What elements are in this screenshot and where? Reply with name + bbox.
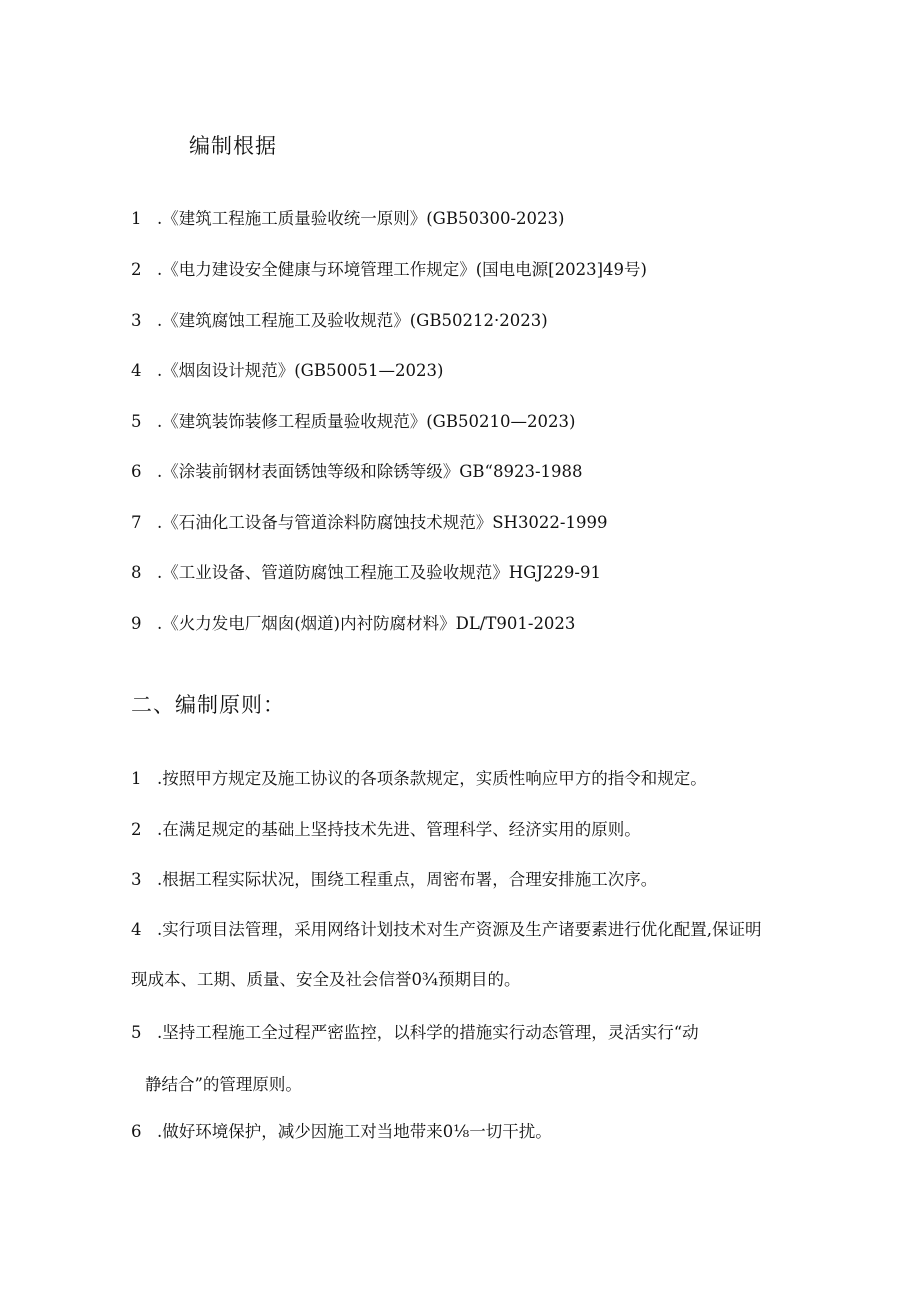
item-text: .坚持工程施工全过程严密监控，以科学的措施实行动态管理，灵活实行“动 <box>157 1023 699 1042</box>
basis-item-7 <box>131 509 608 533</box>
item-number: 3 <box>131 311 142 330</box>
basis-item-8 <box>131 559 601 583</box>
item-text: .《建筑工程施工质量验收统一原则》(GB50300-2023) <box>157 209 565 228</box>
item-number: 4 <box>131 361 142 380</box>
section-principles-title: 二、编制原则： <box>131 693 285 717</box>
item-number: 9 <box>131 614 142 633</box>
principle-item-5-continuation: 静结合”的管理原则。 <box>145 1075 302 1094</box>
item-text: .根据工程实际状况，围绕工程重点，周密布署，合理安排施工次序。 <box>157 870 658 889</box>
item-text: .实行项目法管理，采用网络计划技术对生产资源及生产诸要素进行优化配置,保证明 <box>157 920 762 939</box>
basis-item-1 <box>131 205 564 229</box>
item-number: 4 <box>131 920 142 939</box>
basis-item-6 <box>131 458 583 482</box>
item-number: 3 <box>131 870 142 889</box>
basis-item-4 <box>131 357 443 381</box>
item-text: .《建筑装饰装修工程质量验收规范》(GB50210—2023) <box>157 412 576 431</box>
item-text: .《建筑腐蚀工程施工及验收规范》(GB50212·2023) <box>157 311 548 330</box>
item-text: .《涂装前钢材表面锈蚀等级和除锈等级》GB“8923-1988 <box>157 462 583 481</box>
principle-item-1 <box>131 765 707 789</box>
item-text: .《电力建设安全健康与环境管理工作规定》(国电电源[2023]49号) <box>157 260 647 279</box>
principle-item-4 <box>131 916 762 940</box>
item-text: .《烟囱设计规范》(GB50051—2023) <box>157 361 444 380</box>
item-text: .《石油化工设备与管道涂料防腐蚀技术规范》SH3022-1999 <box>157 513 608 532</box>
item-number: 5 <box>131 412 142 431</box>
item-text: .在满足规定的基础上坚持技术先进、管理科学、经济实用的原则。 <box>157 820 641 839</box>
item-text: .做好环境保护，减少因施工对当地带来0⅛一切干扰。 <box>157 1122 552 1141</box>
principle-item-2 <box>131 816 641 840</box>
item-number: 2 <box>131 820 142 839</box>
principle-item-3 <box>131 866 657 890</box>
basis-item-2 <box>131 256 647 280</box>
item-number: 7 <box>131 513 142 532</box>
basis-item-3 <box>131 307 548 331</box>
principle-item-4-continuation: 现成本、工期、质量、安全及社会信誉0¾预期目的。 <box>131 970 521 989</box>
item-number: 1 <box>131 769 142 788</box>
principle-item-5 <box>131 1019 699 1043</box>
item-number: 5 <box>131 1023 142 1042</box>
item-number: 6 <box>131 1122 142 1141</box>
item-text: .《火力发电厂烟囱(烟道)内衬防腐材料》DL/T901-2023 <box>157 614 576 633</box>
item-number: 1 <box>131 209 142 228</box>
item-number: 8 <box>131 563 142 582</box>
principle-item-6 <box>131 1118 552 1142</box>
item-number: 6 <box>131 462 142 481</box>
section-basis-title: 编制根据 <box>189 134 277 158</box>
item-text: .按照甲方规定及施工协议的各项条款规定，实质性响应甲方的指令和规定。 <box>157 769 707 788</box>
basis-item-5 <box>131 408 575 432</box>
item-number: 2 <box>131 260 142 279</box>
item-text: .《工业设备、管道防腐蚀工程施工及验收规范》HGJ229-91 <box>157 563 601 582</box>
basis-item-9 <box>131 610 575 634</box>
